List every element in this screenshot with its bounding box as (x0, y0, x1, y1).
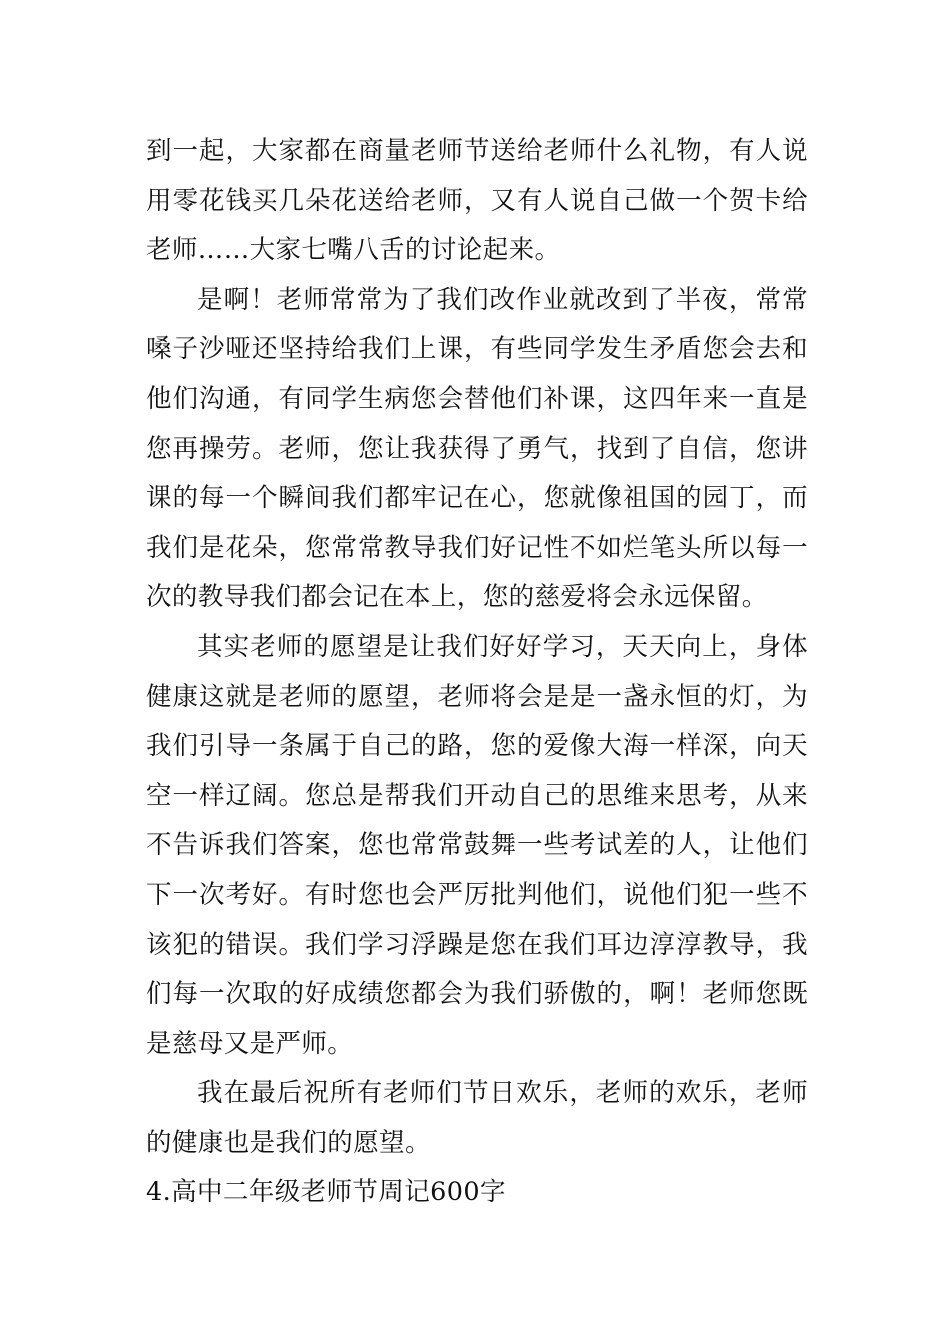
paragraph-teacher-effort: 是啊！老师常常为了我们改作业就改到了半夜，常常嗓子沙哑还坚持给我们上课，有些同学发生矛盾您会去和他们沟通，有同学生病您会替他们补课，这四年来一直是您再操劳。老师，您让我获得了勇气，找到了自信，您讲课的每一个瞬间我们都牢记在心，您就像祖国的园丁，而我们是花朵，您常常教导我们好记性不如烂笔头所以每一次的教导我们都会记在本上，您的慈爱将会永远保留。 (146, 284, 808, 613)
document-body (146, 127, 808, 1218)
paragraph-teacher-wish: 其实老师的愿望是让我们好好学习，天天向上，身体健康这就是老师的愿望，老师将会是是一盏永恒的灯，为我们引导一条属于自己的路，您的爱像大海一样深，向天空一样辽阔。您总是帮我们开动自己的思维来思考，从来不告诉我们答案，您也常常鼓舞一些考试差的人，让他们下一次考好。有时您也会严厉批判他们，说他们犯一些不该犯的错误。我们学习浮躁是您在我们耳边淳淳教导，我们每一次取的好成绩您都会为我们骄傲的，啊！老师您既是慈母又是严师。 (146, 631, 808, 1059)
section-heading: 4.高中二年级老师节周记600字 (146, 1177, 506, 1208)
paragraph-continuation: 到一起，大家都在商量老师节送给老师什么礼物，有人说用零花钱买几朵花送给老师，又有人说自己做一个贺卡给老师……大家七嘴八舌的讨论起来。 (146, 136, 808, 266)
paragraph-closing-wish: 我在最后祝所有老师们节日欢乐，老师的欢乐，老师的健康也是我们的愿望。 (146, 1078, 808, 1158)
